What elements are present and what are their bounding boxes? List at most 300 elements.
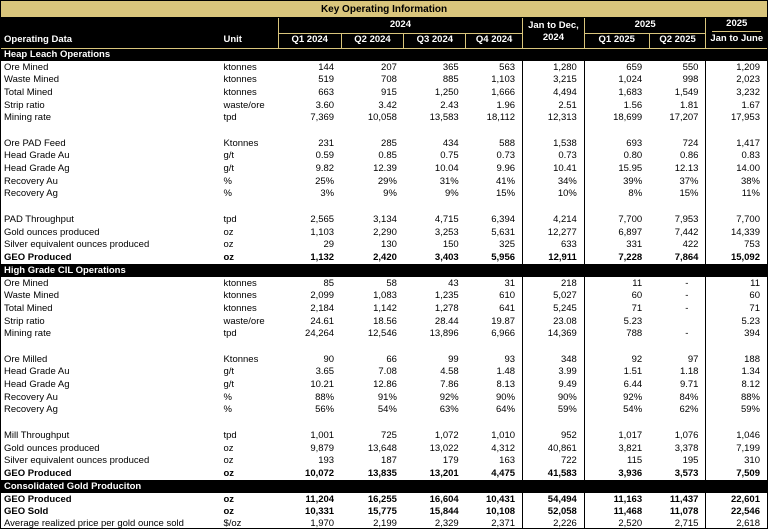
value-cell: 28.44	[434, 315, 459, 327]
spacer-cell	[220, 340, 278, 353]
value-cell: 1,235	[434, 290, 459, 302]
value-cell: 187	[381, 455, 397, 467]
spacer-cell	[341, 340, 404, 353]
value-cell: 71	[631, 302, 643, 314]
spacer-cell	[1, 340, 220, 353]
value-cell: 285	[381, 137, 397, 149]
value-cell: 1,017	[618, 429, 643, 441]
value-cell: 15.95	[618, 163, 643, 175]
value-cell: 2,023	[706, 74, 767, 87]
value-cell: 9.82	[315, 163, 335, 175]
value-cell: 1,417	[706, 137, 767, 150]
value-cell: 6,966	[491, 328, 516, 340]
value-cell: 1,549	[674, 86, 699, 98]
value-cell: 693	[626, 137, 643, 149]
value-cell: 11,163	[613, 493, 643, 505]
unit-cell: oz	[223, 506, 235, 518]
spacer-row	[1, 201, 767, 214]
row-label: Recovery Au	[4, 391, 58, 403]
value-cell: 92	[631, 353, 643, 365]
value-cell: 13,583	[429, 112, 459, 124]
value-cell: 1,001	[310, 429, 335, 441]
value-cell: 54%	[623, 404, 643, 416]
unit-cell: %	[223, 404, 232, 416]
value-cell: 97	[687, 353, 699, 365]
unit-cell: oz	[223, 455, 234, 467]
value-cell: 9.96	[496, 163, 516, 175]
row-label: Ore Mined	[4, 277, 49, 289]
value-cell: 659	[626, 61, 643, 73]
value-cell: 1,010	[491, 429, 516, 441]
value-cell: 2,520	[584, 518, 649, 529]
value-cell: 7.86	[440, 379, 459, 391]
value-cell: 13,201	[429, 467, 459, 479]
value-cell: 10.04	[434, 163, 459, 175]
col-header-q2-2025: Q2 2025	[649, 33, 706, 48]
value-cell: 724	[682, 137, 699, 149]
value-cell: 22,546	[706, 506, 767, 519]
unit-cell: g/t	[223, 150, 235, 162]
value-cell: 29	[323, 239, 335, 251]
value-cell: 11	[706, 277, 767, 290]
section-header	[1, 480, 767, 493]
value-cell: 41%	[496, 175, 516, 187]
value-cell: 15,775	[367, 506, 397, 518]
value-cell: 3,573	[674, 467, 699, 479]
value-cell: 0.75	[440, 150, 459, 162]
row-label: Ore Milled	[4, 353, 48, 365]
value-cell: 1,538	[523, 137, 585, 150]
col-header-q1-2025: Q1 2025	[584, 33, 649, 48]
value-cell: 29%	[377, 175, 397, 187]
table-row	[1, 404, 767, 417]
table-title: Key Operating Information	[1, 1, 767, 18]
table-row	[1, 239, 767, 252]
value-cell: 31	[504, 277, 516, 289]
table-row	[1, 506, 767, 519]
table-row	[1, 74, 767, 87]
section-header-label: Consolidated Gold Produciton	[1, 480, 767, 493]
value-cell: 4,475	[491, 467, 516, 479]
value-cell: 2,226	[523, 518, 585, 529]
spacer-cell	[341, 417, 404, 430]
value-cell: 37%	[679, 175, 699, 187]
value-cell: 8.13	[496, 379, 516, 391]
row-label: PAD Throughput	[4, 213, 74, 225]
spacer-cell	[649, 201, 706, 214]
col-header-q2-2024: Q2 2024	[341, 33, 404, 48]
row-label: Head Grade Au	[4, 366, 70, 378]
unit-cell: $/oz	[220, 518, 278, 529]
value-cell: 2.51	[523, 99, 585, 112]
value-cell: 2,184	[310, 302, 335, 314]
value-cell: 3.60	[315, 99, 335, 111]
value-cell: 1,072	[434, 429, 459, 441]
unit-cell: waste/ore	[223, 99, 265, 111]
table-row	[1, 213, 767, 226]
unit-cell: oz	[223, 493, 235, 505]
value-cell: 1.48	[496, 366, 516, 378]
value-cell: 7,700	[706, 213, 767, 226]
value-cell: 14,339	[706, 226, 767, 239]
value-cell: 16,255	[367, 493, 397, 505]
value-cell: 563	[499, 61, 516, 73]
table-row	[1, 150, 767, 163]
value-cell: 24,264	[305, 328, 335, 340]
value-cell: 18.56	[373, 315, 397, 327]
value-cell: 663	[318, 86, 335, 98]
table-row	[1, 315, 767, 328]
value-cell: 90	[323, 353, 335, 365]
value-cell: 41,583	[523, 467, 585, 480]
value-cell: 3,936	[618, 467, 643, 479]
value-cell: 12.86	[373, 379, 397, 391]
value-cell: 422	[682, 239, 699, 251]
value-cell: 10,108	[485, 506, 516, 518]
value-cell: 13,022	[429, 442, 459, 454]
value-cell: 10,331	[305, 506, 335, 518]
spacer-cell	[341, 124, 404, 137]
value-cell: 9%	[383, 188, 397, 200]
spacer-cell	[466, 340, 523, 353]
table-row	[1, 493, 767, 506]
value-cell: 85	[323, 277, 335, 289]
value-cell: 58	[386, 277, 397, 289]
value-cell: 0.86	[679, 150, 699, 162]
value-cell: 10.21	[310, 379, 335, 391]
value-cell: 207	[381, 61, 397, 73]
value-cell: -	[685, 302, 689, 314]
spacer-cell	[1, 201, 220, 214]
value-cell: 2,329	[404, 518, 466, 529]
unit-cell: %	[223, 175, 232, 187]
section-header	[1, 264, 767, 277]
table-row	[1, 61, 767, 74]
row-label: Recovery Ag	[4, 404, 58, 416]
header-spacer	[1, 18, 278, 33]
value-cell: 179	[442, 455, 459, 467]
unit-cell: ktonnes	[223, 61, 257, 73]
value-cell: 394	[706, 328, 767, 341]
value-cell: 348	[523, 353, 585, 366]
value-cell: 193	[318, 455, 335, 467]
spacer-cell	[706, 201, 767, 214]
value-cell: 40,861	[523, 442, 585, 455]
value-cell: 7,199	[706, 442, 767, 455]
row-label: Mining rate	[4, 112, 51, 124]
unit-cell: oz	[223, 226, 234, 238]
col-header-q4-2024: Q4 2024	[466, 33, 523, 48]
value-cell: 1,103	[310, 226, 335, 238]
value-cell: 2,715	[649, 518, 706, 529]
value-cell: 11,437	[669, 493, 699, 505]
value-cell: 1.56	[623, 99, 643, 111]
unit-cell: ktonnes	[223, 302, 257, 314]
row-label: Gold ounces produced	[4, 226, 100, 238]
value-cell: 10%	[523, 188, 585, 201]
value-cell: 150	[442, 239, 459, 251]
row-label: Head Grade Au	[4, 150, 70, 162]
value-cell: 62%	[679, 404, 699, 416]
value-cell: 4,214	[523, 213, 585, 226]
value-cell: 885	[442, 74, 459, 86]
col-group-2024: 2024	[278, 18, 522, 33]
value-cell: 0.85	[378, 150, 397, 162]
value-cell: 365	[442, 61, 459, 73]
value-cell: 11%	[706, 188, 767, 201]
value-cell: 7,953	[674, 213, 699, 225]
col-header-q1-2024: Q1 2024	[278, 33, 341, 48]
value-cell: 0.80	[623, 150, 643, 162]
table-row	[1, 99, 767, 112]
spacer-cell	[1, 417, 220, 430]
value-cell: 1.34	[706, 366, 767, 379]
spacer-cell	[404, 340, 466, 353]
value-cell: 14,369	[523, 328, 585, 341]
value-cell: 1.67	[706, 99, 767, 112]
value-cell: 519	[318, 74, 335, 86]
value-cell: 3.99	[523, 366, 585, 379]
value-cell: 4.58	[440, 366, 459, 378]
value-cell: 2,618	[706, 518, 767, 529]
table-row	[1, 366, 767, 379]
value-cell: 2,420	[373, 251, 397, 263]
value-cell: 99	[448, 353, 459, 365]
spacer-cell	[649, 417, 706, 430]
spacer-cell	[220, 124, 278, 137]
spacer-cell	[278, 340, 341, 353]
value-cell: 9.71	[679, 379, 699, 391]
value-cell: 2,099	[310, 290, 335, 302]
table-row	[1, 112, 767, 125]
value-cell: 1,209	[706, 61, 767, 74]
table-row	[1, 455, 767, 468]
row-label: Head Grade Ag	[4, 379, 70, 391]
value-cell: 952	[523, 429, 585, 442]
value-cell: 59%	[706, 404, 767, 417]
spacer-cell	[649, 340, 706, 353]
value-cell: 54,494	[523, 493, 585, 506]
value-cell: 2.43	[440, 99, 459, 111]
unit-cell: %	[223, 391, 232, 403]
table-row	[1, 188, 767, 201]
value-cell: 10,058	[367, 112, 397, 124]
value-cell: 1,103	[491, 74, 516, 86]
value-cell: 90%	[496, 391, 516, 403]
unit-cell: ktonnes	[223, 277, 257, 289]
row-label: Gold ounces produced	[4, 442, 100, 454]
spacer-row	[1, 124, 767, 137]
table-row	[1, 429, 767, 442]
value-cell: 9.49	[523, 379, 585, 392]
spacer-cell	[220, 417, 278, 430]
unit-cell: oz	[223, 442, 234, 454]
value-cell: 15%	[679, 188, 699, 200]
value-cell: 588	[499, 137, 516, 149]
value-cell: 434	[442, 137, 459, 149]
value-cell: -	[685, 277, 689, 289]
value-cell: 2,290	[373, 226, 397, 238]
value-cell: 12,911	[523, 251, 585, 264]
value-cell: 56%	[315, 404, 335, 416]
value-cell: 90%	[523, 391, 585, 404]
row-label: GEO Produced	[4, 251, 72, 263]
value-cell: 64%	[496, 404, 516, 416]
value-cell: 195	[682, 455, 699, 467]
row-label: Recovery Au	[4, 175, 58, 187]
value-cell: 331	[626, 239, 643, 251]
spacer-cell	[706, 340, 767, 353]
table-row	[1, 86, 767, 99]
spacer-cell	[706, 417, 767, 430]
value-cell: 1.51	[623, 366, 643, 378]
table-row	[1, 379, 767, 392]
value-cell: 708	[381, 74, 397, 86]
value-cell: 1,132	[310, 251, 335, 263]
row-label: Average realized price per gold ounce sold	[1, 518, 220, 529]
value-cell: 13,648	[367, 442, 397, 454]
value-cell: 38%	[706, 175, 767, 188]
row-label: Strip ratio	[4, 99, 45, 111]
table-row	[1, 467, 767, 480]
unit-cell: tpd	[223, 328, 237, 340]
value-cell: 7,442	[674, 226, 699, 238]
row-label: Waste Mined	[4, 74, 60, 86]
row-label: Ore PAD Feed	[4, 137, 66, 149]
value-cell: 3%	[320, 188, 335, 200]
value-cell: 15%	[496, 188, 516, 200]
value-cell: 5.23	[623, 315, 643, 327]
value-cell: 11	[632, 277, 643, 289]
spacer-cell	[404, 201, 466, 214]
table-row	[1, 353, 767, 366]
value-cell: 231	[318, 137, 335, 149]
value-cell: 1,024	[618, 74, 643, 86]
value-cell: 7,369	[310, 112, 335, 124]
value-cell: 1,076	[674, 429, 699, 441]
value-cell: 92%	[439, 391, 459, 403]
value-cell: 24.61	[310, 315, 335, 327]
table-row	[1, 226, 767, 239]
value-cell: 11,204	[305, 493, 335, 505]
spacer-cell	[466, 201, 523, 214]
value-cell: 753	[706, 239, 767, 252]
value-cell: 1,142	[373, 302, 397, 314]
value-cell: 15,844	[429, 506, 459, 518]
table-row	[1, 175, 767, 188]
spacer-cell	[278, 124, 341, 137]
value-cell: 1,046	[706, 429, 767, 442]
value-cell: 6,394	[491, 213, 516, 225]
value-cell: 1,083	[373, 290, 397, 302]
value-cell: 1.96	[496, 99, 516, 111]
unit-cell: Ktonnes	[223, 137, 259, 149]
value-cell: 3,232	[706, 86, 767, 99]
table-row	[1, 391, 767, 404]
operating-data-table	[1, 18, 767, 529]
row-label: Mining rate	[4, 328, 51, 340]
unit-cell: g/t	[223, 366, 235, 378]
value-cell: 52,058	[523, 506, 585, 519]
row-label: GEO Produced	[4, 467, 72, 479]
value-cell: 19.87	[491, 315, 516, 327]
value-cell: 310	[706, 455, 767, 468]
value-cell: 12,277	[523, 226, 585, 239]
row-label: Total Mined	[4, 302, 53, 314]
spacer-cell	[706, 124, 767, 137]
value-cell: 725	[381, 429, 397, 441]
spacer-cell	[278, 201, 341, 214]
section-header-label: Heap Leach Operations	[1, 48, 767, 61]
value-cell: 15,092	[706, 251, 767, 264]
value-cell: 1.81	[679, 99, 699, 111]
value-cell: 25%	[315, 175, 335, 187]
col-group-2025: 2025	[584, 18, 706, 33]
value-cell: 5,956	[491, 251, 516, 263]
value-cell: 17,207	[669, 112, 699, 124]
unit-cell: oz	[223, 239, 234, 251]
unit-cell: tpd	[223, 429, 237, 441]
value-cell: 550	[682, 61, 699, 73]
value-cell: 0.83	[706, 150, 767, 163]
value-cell: 3.65	[315, 366, 335, 378]
value-cell: 144	[318, 61, 335, 73]
spacer-cell	[584, 417, 649, 430]
value-cell: 3,215	[523, 74, 585, 87]
value-cell: 12.39	[373, 163, 397, 175]
value-cell: 13,835	[367, 467, 397, 479]
spacer-cell	[466, 417, 523, 430]
value-cell: 93	[504, 353, 516, 365]
spacer-cell	[523, 340, 585, 353]
value-cell: 2,565	[310, 213, 335, 225]
value-cell: 1,278	[434, 302, 459, 314]
value-cell: 0.59	[315, 150, 335, 162]
value-cell: 0.73	[496, 150, 516, 162]
value-cell: 71	[706, 302, 767, 315]
spacer-cell	[523, 417, 585, 430]
value-cell: 4,312	[491, 442, 516, 454]
unit-cell: tpd	[223, 213, 237, 225]
value-cell: 16,604	[429, 493, 459, 505]
row-label: Strip ratio	[4, 315, 45, 327]
row-label: GEO Sold	[4, 506, 49, 518]
value-cell: 115	[626, 455, 643, 467]
value-cell: 7.08	[378, 366, 397, 378]
value-cell: 1,970	[278, 518, 341, 529]
value-cell: 8%	[628, 188, 643, 200]
table-row	[1, 277, 767, 290]
value-cell: 92%	[623, 391, 643, 403]
value-cell: 8.12	[706, 379, 767, 392]
unit-cell: oz	[223, 251, 235, 263]
spacer-cell	[1, 124, 220, 137]
value-cell: 163	[499, 455, 516, 467]
value-cell: -	[685, 328, 689, 340]
value-cell: 6.44	[623, 379, 643, 391]
value-cell: 11,078	[669, 506, 699, 518]
value-cell: 722	[523, 455, 585, 468]
value-cell: 91%	[377, 391, 397, 403]
spacer-row	[1, 417, 767, 430]
value-cell: 12.13	[674, 163, 699, 175]
col-header-jan-to-dec-2024: Jan to Dec, 2024	[523, 18, 585, 48]
value-cell: 998	[682, 74, 699, 86]
value-cell: 6,897	[618, 226, 643, 238]
spacer-cell	[466, 124, 523, 137]
col-header-q3-2024: Q3 2024	[404, 33, 466, 48]
row-label: Silver equivalent ounces produced	[4, 455, 150, 467]
